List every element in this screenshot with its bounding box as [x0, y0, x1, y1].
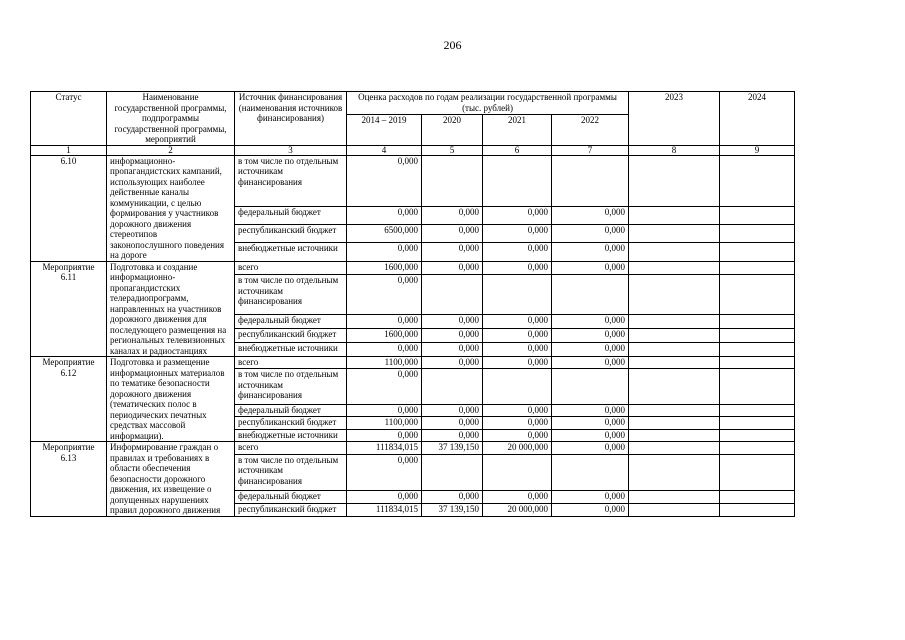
value-cell	[629, 357, 720, 369]
value-cell	[720, 342, 795, 356]
value-cell	[720, 417, 795, 429]
value-cell	[629, 225, 720, 243]
value-cell: 0,000	[422, 261, 483, 275]
value-cell: 0,000	[422, 357, 483, 369]
column-number: 3	[235, 145, 347, 155]
value-cell	[720, 243, 795, 261]
header-row-1	[31, 92, 795, 115]
value-cell: 0,000	[347, 454, 422, 490]
column-number: 2	[107, 145, 235, 155]
source-cell: федеральный бюджет	[235, 404, 347, 416]
value-cell	[629, 369, 720, 404]
value-cell: 0,000	[552, 429, 629, 442]
header-year-2024: 2024	[720, 92, 795, 146]
value-cell	[629, 206, 720, 224]
source-cell: всего	[235, 261, 347, 275]
value-cell: 0,000	[347, 243, 422, 261]
value-cell: 0,000	[347, 342, 422, 356]
source-cell: федеральный бюджет	[235, 206, 347, 224]
status-cell: Мероприятие 6.12	[31, 357, 107, 442]
value-cell	[629, 261, 720, 275]
column-number: 5	[422, 145, 483, 155]
column-number-row	[31, 145, 795, 155]
value-cell	[629, 442, 720, 455]
column-number: 8	[629, 145, 720, 155]
source-cell: федеральный бюджет	[235, 315, 347, 329]
value-cell	[720, 503, 795, 516]
value-cell	[720, 442, 795, 455]
table-row	[31, 261, 795, 275]
value-cell: 0,000	[552, 206, 629, 224]
value-cell: 37 139,150	[422, 442, 483, 455]
measure-name-cell: Информирование граждан о правилах и требованиях в области обеспечения безопасности дорожного движения, их извещение о допущенных нарушениях правил дорожного движения	[107, 442, 235, 517]
value-cell: 0,000	[552, 261, 629, 275]
value-cell: 0,000	[347, 315, 422, 329]
value-cell: 20 000,000	[483, 442, 552, 455]
source-cell: в том числе по отдельным источникам финансирования	[235, 275, 347, 315]
value-cell	[422, 454, 483, 490]
header-year-2014-2019: 2014 – 2019	[347, 114, 422, 145]
source-cell: внебюджетные источники	[235, 429, 347, 442]
column-number: 4	[347, 145, 422, 155]
value-cell: 0,000	[552, 225, 629, 243]
source-cell: в том числе по отдельным источникам финансирования	[235, 454, 347, 490]
value-cell: 0,000	[347, 206, 422, 224]
value-cell: 0,000	[347, 155, 422, 206]
value-cell: 0,000	[422, 342, 483, 356]
header-year-2023: 2023	[629, 92, 720, 146]
value-cell: 0,000	[347, 490, 422, 503]
source-cell: республиканский бюджет	[235, 225, 347, 243]
value-cell	[629, 329, 720, 343]
value-cell: 0,000	[422, 429, 483, 442]
column-number: 6	[483, 145, 552, 155]
value-cell	[422, 155, 483, 206]
value-cell: 0,000	[552, 357, 629, 369]
value-cell: 0,000	[347, 429, 422, 442]
value-cell: 1600,000	[347, 329, 422, 343]
page-number: 206	[443, 38, 462, 52]
value-cell: 0,000	[483, 225, 552, 243]
column-number: 9	[720, 145, 795, 155]
value-cell: 0,000	[422, 490, 483, 503]
value-cell	[629, 417, 720, 429]
source-cell: республиканский бюджет	[235, 329, 347, 343]
value-cell: 37 139,150	[422, 503, 483, 516]
value-cell	[629, 155, 720, 206]
value-cell: 0,000	[483, 490, 552, 503]
value-cell	[720, 454, 795, 490]
status-cell: Мероприятие 6.13	[31, 442, 107, 517]
measure-name-cell: информационно-пропагандистских кампаний, использующих наиболее действенные каналы коммуникации, с целью формирования у участников дорожного движения стереотипов законопослушного поведения на дороге	[107, 155, 235, 261]
source-cell: всего	[235, 442, 347, 455]
value-cell	[552, 155, 629, 206]
value-cell: 1100,000	[347, 357, 422, 369]
value-cell	[422, 369, 483, 404]
column-number: 7	[552, 145, 629, 155]
value-cell: 111834,015	[347, 503, 422, 516]
value-cell: 0,000	[552, 342, 629, 356]
value-cell	[720, 261, 795, 275]
header-status: Статус	[31, 92, 107, 146]
value-cell	[483, 275, 552, 315]
value-cell: 0,000	[552, 404, 629, 416]
value-cell	[720, 206, 795, 224]
value-cell	[629, 404, 720, 416]
value-cell	[720, 404, 795, 416]
value-cell: 0,000	[552, 243, 629, 261]
value-cell: 6500,000	[347, 225, 422, 243]
header-estimate: Оценка расходов по годам реализации государственной программы (тыс. рублей)	[347, 92, 629, 115]
header-year-2020: 2020	[422, 114, 483, 145]
value-cell: 0,000	[552, 315, 629, 329]
value-cell	[720, 369, 795, 404]
source-cell: в том числе по отдельным источникам финансирования	[235, 369, 347, 404]
header-name: Наименование государственной программы, подпрограммы государственной программы, мероприятий	[107, 92, 235, 146]
column-number: 1	[31, 145, 107, 155]
value-cell: 0,000	[483, 261, 552, 275]
value-cell	[629, 243, 720, 261]
table-row	[31, 442, 795, 455]
source-cell: республиканский бюджет	[235, 417, 347, 429]
value-cell	[552, 275, 629, 315]
value-cell: 0,000	[552, 417, 629, 429]
header-year-2022: 2022	[552, 114, 629, 145]
header-year-2021: 2021	[483, 114, 552, 145]
source-cell: федеральный бюджет	[235, 490, 347, 503]
value-cell: 0,000	[483, 243, 552, 261]
value-cell	[483, 454, 552, 490]
value-cell	[720, 329, 795, 343]
status-cell: 6.10	[31, 155, 107, 261]
value-cell: 0,000	[422, 315, 483, 329]
value-cell: 20 000,000	[483, 503, 552, 516]
value-cell: 0,000	[422, 206, 483, 224]
source-cell: всего	[235, 357, 347, 369]
value-cell	[629, 429, 720, 442]
value-cell: 0,000	[483, 206, 552, 224]
value-cell: 0,000	[483, 342, 552, 356]
value-cell	[720, 225, 795, 243]
value-cell	[552, 454, 629, 490]
value-cell	[629, 315, 720, 329]
value-cell: 0,000	[347, 404, 422, 416]
value-cell	[720, 357, 795, 369]
value-cell: 0,000	[422, 404, 483, 416]
table-row	[31, 155, 795, 206]
table-body	[31, 92, 795, 517]
source-cell: в том числе по отдельным источникам финансирования	[235, 155, 347, 206]
value-cell: 0,000	[422, 417, 483, 429]
value-cell: 0,000	[483, 404, 552, 416]
value-cell	[629, 490, 720, 503]
value-cell	[483, 155, 552, 206]
value-cell	[629, 503, 720, 516]
value-cell	[552, 369, 629, 404]
value-cell: 1100,000	[347, 417, 422, 429]
value-cell	[629, 342, 720, 356]
value-cell	[720, 275, 795, 315]
value-cell: 0,000	[483, 315, 552, 329]
header-source: Источник финансирования (наименования источников финансирования)	[235, 92, 347, 146]
value-cell: 111834,015	[347, 442, 422, 455]
value-cell: 0,000	[483, 357, 552, 369]
value-cell: 0,000	[347, 369, 422, 404]
value-cell: 1600,000	[347, 261, 422, 275]
expenses-table	[30, 91, 795, 517]
value-cell: 0,000	[422, 225, 483, 243]
value-cell	[720, 490, 795, 503]
value-cell: 0,000	[347, 275, 422, 315]
value-cell: 0,000	[552, 329, 629, 343]
value-cell: 0,000	[422, 329, 483, 343]
source-cell: республиканский бюджет	[235, 503, 347, 516]
value-cell: 0,000	[552, 442, 629, 455]
value-cell	[720, 315, 795, 329]
source-cell: внебюджетные источники	[235, 342, 347, 356]
value-cell: 0,000	[552, 490, 629, 503]
value-cell: 0,000	[483, 417, 552, 429]
table-row	[31, 357, 795, 369]
value-cell	[720, 155, 795, 206]
value-cell	[629, 454, 720, 490]
value-cell: 0,000	[552, 503, 629, 516]
value-cell	[422, 275, 483, 315]
value-cell	[720, 429, 795, 442]
value-cell: 0,000	[422, 243, 483, 261]
value-cell: 0,000	[483, 329, 552, 343]
source-cell: внебюджетные источники	[235, 243, 347, 261]
value-cell	[629, 275, 720, 315]
measure-name-cell: Подготовка и создание информационно-пропагандистских телерадиопрограмм, направленных на участников дорожного движения для последующего размещения на региональных телевизионных каналах и радиостанциях	[107, 261, 235, 357]
value-cell: 0,000	[483, 429, 552, 442]
measure-name-cell: Подготовка и размещение информационных материалов по тематике безопасности дорожного движения (тематических полос в периодических печатных средствах массовой информации).	[107, 357, 235, 442]
status-cell: Мероприятие 6.11	[31, 261, 107, 357]
value-cell	[483, 369, 552, 404]
